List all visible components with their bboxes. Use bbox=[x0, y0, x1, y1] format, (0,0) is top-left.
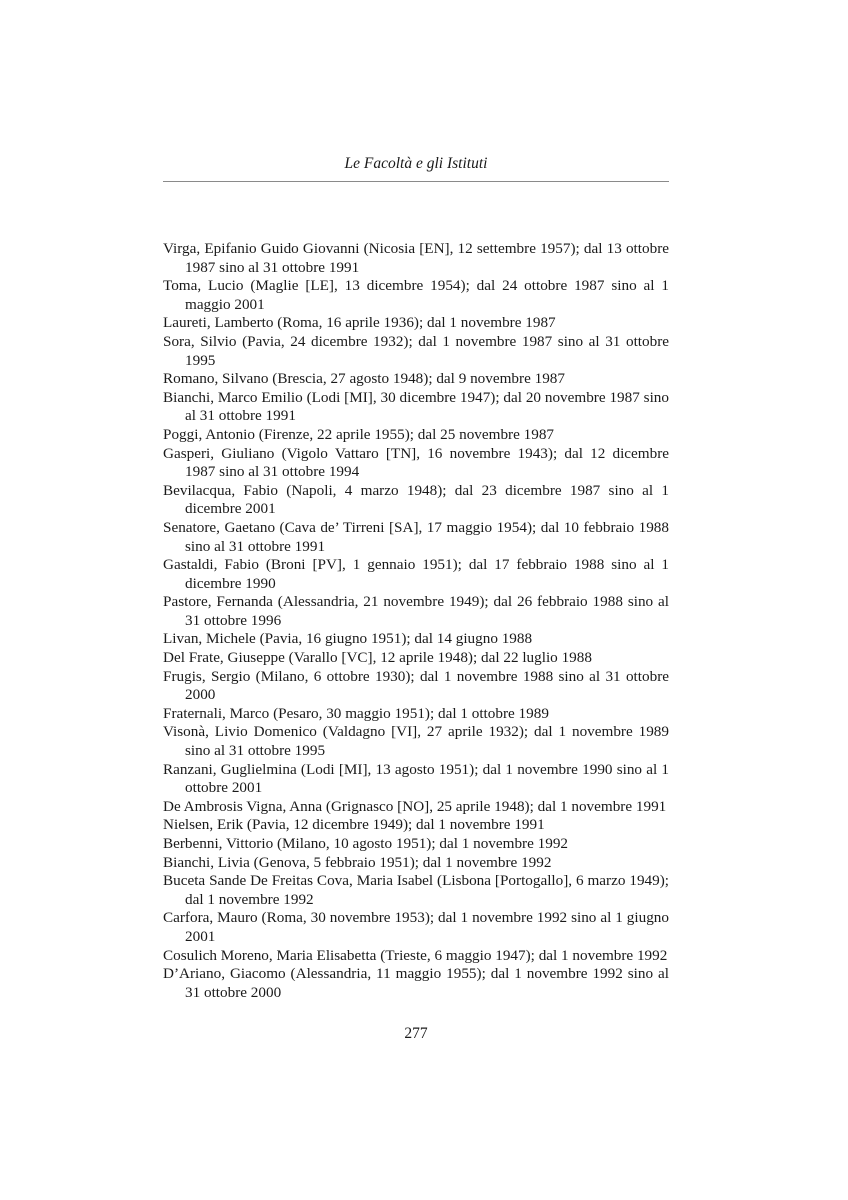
list-item: Laureti, Lamberto (Roma, 16 aprile 1936); dal 1 novembre 1987 bbox=[163, 314, 556, 332]
list-item: Cosulich Moreno, Maria Elisabetta (Trieste, 6 maggio 1947); dal 1 novembre 1992 bbox=[163, 946, 668, 964]
list-item: Toma, Lucio (Maglie [LE], 13 dicembre 1954); dal 24 ottobre 1987 sino al 1 maggio 2001 bbox=[163, 277, 669, 313]
list-item: Carfora, Mauro (Roma, 30 novembre 1953); dal 1 novembre 1992 sino al 1 giugno 2001 bbox=[163, 909, 669, 945]
list-item: Bevilacqua, Fabio (Napoli, 4 marzo 1948); dal 23 dicembre 1987 sino al 1 dicembre 2001 bbox=[163, 481, 669, 518]
page-number: 277 bbox=[404, 1025, 428, 1042]
list-item: Senatore, Gaetano (Cava de’ Tirreni [SA], 17 maggio 1954); dal 10 febbraio 1988 sino al 31 ottobre 1991 bbox=[163, 518, 669, 555]
faculty-entry-list bbox=[163, 240, 669, 1002]
list-item: D’Ariano, Giacomo (Alessandria, 11 maggio 1955); dal 1 novembre 1992 sino al 31 ottobre 2000 bbox=[163, 965, 669, 1001]
list-item: Poggi, Antonio (Firenze, 22 aprile 1955); dal 25 novembre 1987 bbox=[163, 425, 555, 443]
list-item: Visonà, Livio Domenico (Valdagno [VI], 27 aprile 1932); dal 1 novembre 1989 sino al 31 ottobre 1995 bbox=[163, 723, 669, 760]
list-item: Del Frate, Giuseppe (Varallo [VC], 12 aprile 1948); dal 22 luglio 1988 bbox=[163, 649, 592, 667]
list-item: Romano, Silvano (Brescia, 27 agosto 1948); dal 9 novembre 1987 bbox=[163, 370, 565, 388]
list-item: Gasperi, Giuliano (Vigolo Vattaro [TN], 16 novembre 1943); dal 12 dicembre 1987 sino al 31 ottobre 1994 bbox=[163, 444, 669, 481]
list-item: Virga, Epifanio Guido Giovanni (Nicosia [EN], 12 settembre 1957); dal 13 ottobre 1987 sino al 31 ottobre 1991 bbox=[163, 240, 669, 276]
list-item: Ranzani, Guglielmina (Lodi [MI], 13 agosto 1951); dal 1 novembre 1990 sino al 1 ottobre 2001 bbox=[163, 760, 669, 797]
list-item: Berbenni, Vittorio (Milano, 10 agosto 1951); dal 1 novembre 1992 bbox=[163, 835, 569, 852]
list-item: Frugis, Sergio (Milano, 6 ottobre 1930); dal 1 novembre 1988 sino al 31 ottobre 2000 bbox=[163, 667, 669, 704]
list-item: Nielsen, Erik (Pavia, 12 dicembre 1949); dal 1 novembre 1991 bbox=[163, 816, 545, 834]
list-item: Bianchi, Marco Emilio (Lodi [MI], 30 dicembre 1947); dal 20 novembre 1987 sino al 31 ottobre 1991 bbox=[163, 388, 669, 425]
header-rule bbox=[163, 181, 669, 182]
list-item: De Ambrosis Vigna, Anna (Grignasco [NO], 25 aprile 1948); dal 1 novembre 1991 bbox=[163, 797, 667, 815]
list-item: Pastore, Fernanda (Alessandria, 21 novembre 1949); dal 26 febbraio 1988 sino al 31 ottobre 1996 bbox=[163, 593, 669, 629]
list-item: Bianchi, Livia (Genova, 5 febbraio 1951); dal 1 novembre 1992 bbox=[163, 853, 552, 871]
list-item: Gastaldi, Fabio (Broni [PV], 1 gennaio 1951); dal 17 febbraio 1988 sino al 1 dicembre 1990 bbox=[163, 556, 669, 592]
list-item: Sora, Silvio (Pavia, 24 dicembre 1932); dal 1 novembre 1987 sino al 31 ottobre 1995 bbox=[163, 332, 669, 369]
list-item: Buceta Sande De Freitas Cova, Maria Isabel (Lisbona [Portogallo], 6 marzo 1949); dal 1 novembre 1992 bbox=[163, 872, 669, 908]
list-item: Livan, Michele (Pavia, 16 giugno 1951); dal 14 giugno 1988 bbox=[163, 630, 533, 648]
running-head: Le Facoltà e gli Istituti bbox=[344, 155, 488, 172]
list-item: Fraternali, Marco (Pesaro, 30 maggio 1951); dal 1 ottobre 1989 bbox=[163, 704, 549, 722]
